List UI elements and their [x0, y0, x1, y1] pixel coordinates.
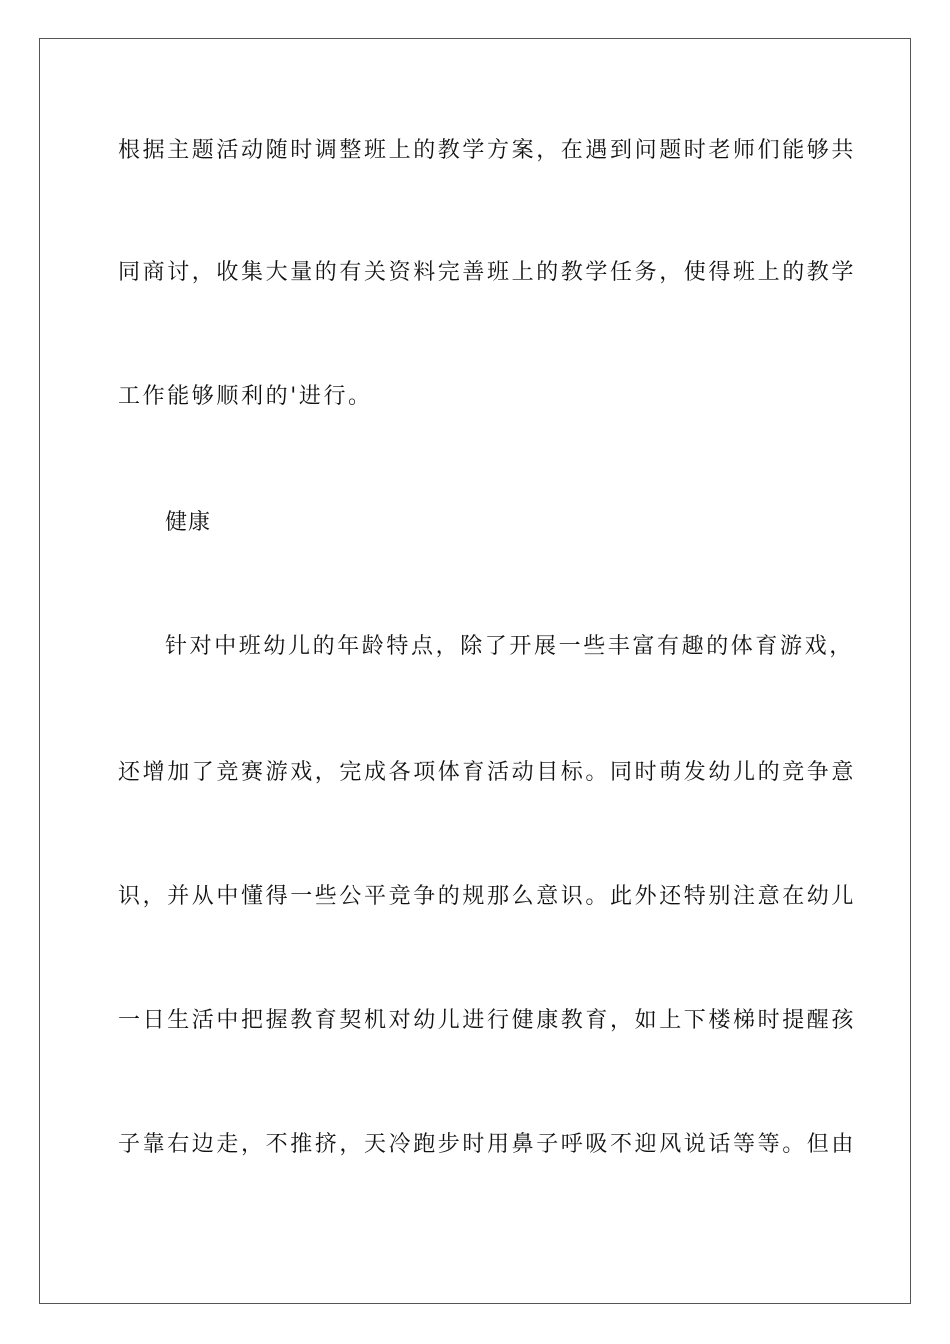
section-heading-health: 健康 [165, 510, 212, 535]
paragraph-line-3: 工作能够顺利的'进行。 [118, 384, 373, 409]
paragraph-line-5: 还增加了竞赛游戏，完成各项体育活动目标。同时萌发幼儿的竞争意 [118, 760, 857, 785]
paragraph-line-6: 识，并从中懂得一些公平竞争的规那么意识。此外还特别注意在幼儿 [118, 884, 857, 909]
paragraph-line-8: 子靠右边走，不推挤，天冷跑步时用鼻子呼吸不迎风说话等等。但由 [118, 1132, 857, 1157]
paragraph-line-2: 同商讨，收集大量的有关资料完善班上的教学任务，使得班上的教学 [118, 260, 857, 285]
page-border [39, 38, 911, 1304]
paragraph-line-1: 根据主题活动随时调整班上的教学方案，在遇到问题时老师们能够共 [118, 138, 857, 163]
paragraph-line-4: 针对中班幼儿的年龄特点，除了开展一些丰富有趣的体育游戏， [165, 634, 854, 659]
paragraph-line-7: 一日生活中把握教育契机对幼儿进行健康教育，如上下楼梯时提醒孩 [118, 1008, 857, 1033]
